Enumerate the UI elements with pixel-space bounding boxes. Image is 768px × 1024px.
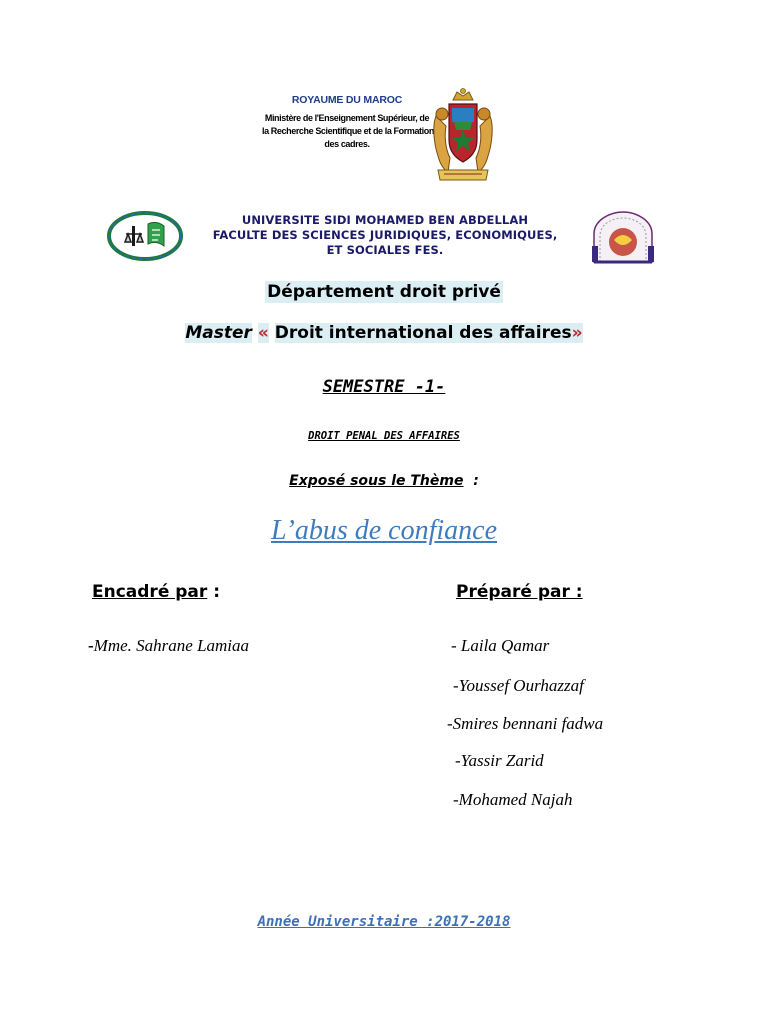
student-name: -Yassir Zarid xyxy=(455,751,544,770)
department-text: Département droit privé xyxy=(267,282,501,302)
course-title: DROIT PENAL DES AFFAIRES xyxy=(308,430,460,442)
kingdom-title: ROYAUME DU MAROC xyxy=(291,94,403,106)
supervised-by-label xyxy=(92,582,220,602)
student-name: -Mohamed Najah xyxy=(453,790,573,809)
prepared-by-label xyxy=(456,582,583,602)
university-logo-icon xyxy=(588,210,658,266)
ministry-line: la Recherche Scientifique et de la Formation xyxy=(262,126,434,136)
supervised-by-text: Encadré par xyxy=(92,582,208,602)
student-name: -Youssef Ourhazzaf xyxy=(453,676,584,695)
university-header xyxy=(190,213,580,258)
master-title xyxy=(0,323,768,343)
faculty-name: FACULTE DES SCIENCES JURIDIQUES, ECONOMIQUES, xyxy=(212,228,558,242)
prepared-by-text: Préparé par : xyxy=(456,582,583,602)
faculty-logo-icon xyxy=(106,210,184,262)
department-title xyxy=(0,282,768,302)
master-close-quote: » xyxy=(571,323,583,343)
student-name: -Smires bennani fadwa xyxy=(447,714,604,733)
supervisor-dash: - xyxy=(88,636,94,655)
academic-year: Année Universitaire :2017-2018 xyxy=(257,914,511,930)
supervisor-name-text: Mme. Sahrane Lamiaa xyxy=(93,636,250,655)
ministry-header xyxy=(262,94,432,151)
master-name: Droit international des affaires xyxy=(274,323,572,343)
master-open-quote: « xyxy=(257,323,269,343)
semester-title: SEMESTRE -1- xyxy=(322,377,446,397)
faculty-name-cont: ET SOCIALES FES. xyxy=(326,243,444,257)
student-name: - Laila Qamar xyxy=(451,636,550,655)
coat-of-arms-icon xyxy=(430,86,496,184)
theme-label-text: Exposé sous le Thème xyxy=(289,473,464,489)
ministry-line: Ministère de l'Enseignement Supérieur, de xyxy=(264,113,430,123)
theme-label-colon: : xyxy=(473,473,479,489)
master-prefix: Master xyxy=(185,323,252,343)
ministry-line: des cadres. xyxy=(324,139,370,149)
theme-title: L’abus de confiance xyxy=(270,515,498,546)
theme-label xyxy=(0,473,768,489)
supervised-by-colon: : xyxy=(213,582,221,602)
university-name: UNIVERSITE SIDI MOHAMED BEN ABDELLAH xyxy=(241,213,529,227)
supervisor-name xyxy=(88,636,249,656)
